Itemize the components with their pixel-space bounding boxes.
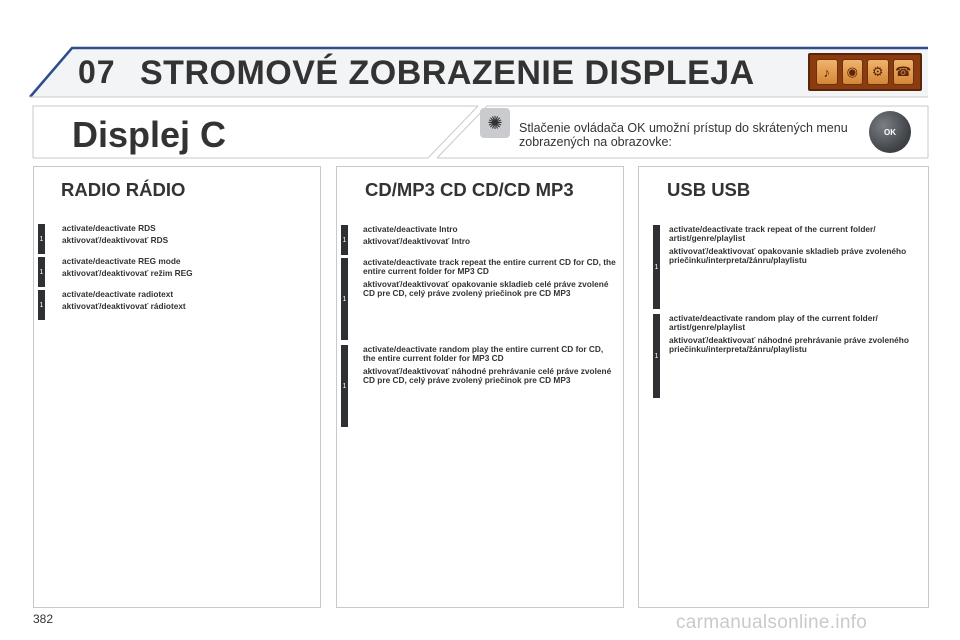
item-text-en: activate/deactivate REG mode [62, 256, 181, 266]
menu-item [643, 225, 922, 309]
item-text-en: activate/deactivate random play of the current folder/ artist/genre/playlist [669, 313, 878, 333]
watermark: carmanualsonline.info [676, 612, 868, 633]
light-icon: ✺ [480, 108, 510, 138]
item-text-en: activate/deactivate track repeat the entire current CD for CD, the entire current folder for MP3 CD [363, 257, 616, 277]
level-marker: 1 [341, 225, 348, 255]
cd-mp3-column [336, 166, 624, 608]
menu-item [38, 224, 314, 254]
ok-button-icon: OK [869, 111, 911, 153]
chapter-number: 07 [78, 54, 116, 90]
level-marker: 1 [653, 225, 660, 309]
item-text-sk: aktivovať/deaktivovať opakovanie skladieb celé práve zvolené CD pre CD, celý práve zvolený priečinok pre CD MP3 [363, 278, 609, 299]
menu-item [643, 314, 922, 398]
item-text-sk: aktivovať/deaktivovať rádiotext [62, 301, 186, 312]
ok-description: Stlačenie ovládača OK umožní prístup do skrátených menu zobrazených na obrazovke: [519, 121, 848, 149]
item-text-sk: aktivovať/deaktivovať režim REG [62, 268, 193, 279]
level-marker: 1 [38, 290, 45, 320]
menu-item [38, 290, 314, 320]
item-text-en: activate/deactivate radiotext [62, 289, 174, 299]
menu-item [341, 258, 617, 340]
menu-item [341, 345, 617, 427]
radio-column [33, 166, 321, 608]
item-text-en: activate/deactivate Intro [363, 224, 458, 234]
column-title: RADIO RÁDIO [61, 179, 186, 200]
item-text-en: activate/deactivate RDS [62, 223, 156, 233]
level-marker: 1 [38, 224, 45, 254]
usb-column [638, 166, 929, 608]
menu-item [341, 225, 617, 255]
item-text-sk: aktivovať/deaktivovať náhodné prehrávanie celé práve zvolené CD pre CD, celý práve zvolený priečinok pre CD MP3 [363, 365, 612, 386]
phone-icon: ☎ [893, 59, 915, 85]
item-text-en: activate/deactivate track repeat of the current folder/ artist/genre/playlist [669, 224, 876, 244]
page-title: STROMOVÉ ZOBRAZENIE DISPLEJA [140, 54, 755, 92]
item-text-sk: aktivovať/deaktivovať náhodné prehrávanie práve zvoleného priečinku/interpreta/žánru/playlistu [669, 334, 909, 355]
radio-icon: ♪ [816, 59, 838, 85]
display-icon-strip [808, 53, 922, 91]
item-text-sk: aktivovať/deaktivovať RDS [62, 235, 169, 246]
item-text-sk: aktivovať/deaktivovať opakovanie skladieb práve zvoleného priečinku/interpreta/žánru/playlistu [669, 245, 907, 266]
level-marker: 1 [38, 257, 45, 287]
page-number: 382 [33, 612, 54, 626]
settings-icon: ⚙ [867, 59, 889, 85]
section-heading: Displej C [72, 114, 227, 155]
column-title: USB USB [667, 179, 751, 200]
column-title: CD/MP3 CD CD/CD MP3 [365, 179, 574, 200]
level-marker: 1 [341, 258, 348, 340]
level-marker: 1 [341, 345, 348, 427]
item-text-en: activate/deactivate random play the entire current CD for CD, the entire current folder for MP3 CD [363, 344, 604, 364]
menu-item [38, 257, 314, 287]
disc-icon: ◉ [842, 59, 864, 85]
level-marker: 1 [653, 314, 660, 398]
item-text-sk: aktivovať/deaktivovať Intro [363, 236, 471, 247]
